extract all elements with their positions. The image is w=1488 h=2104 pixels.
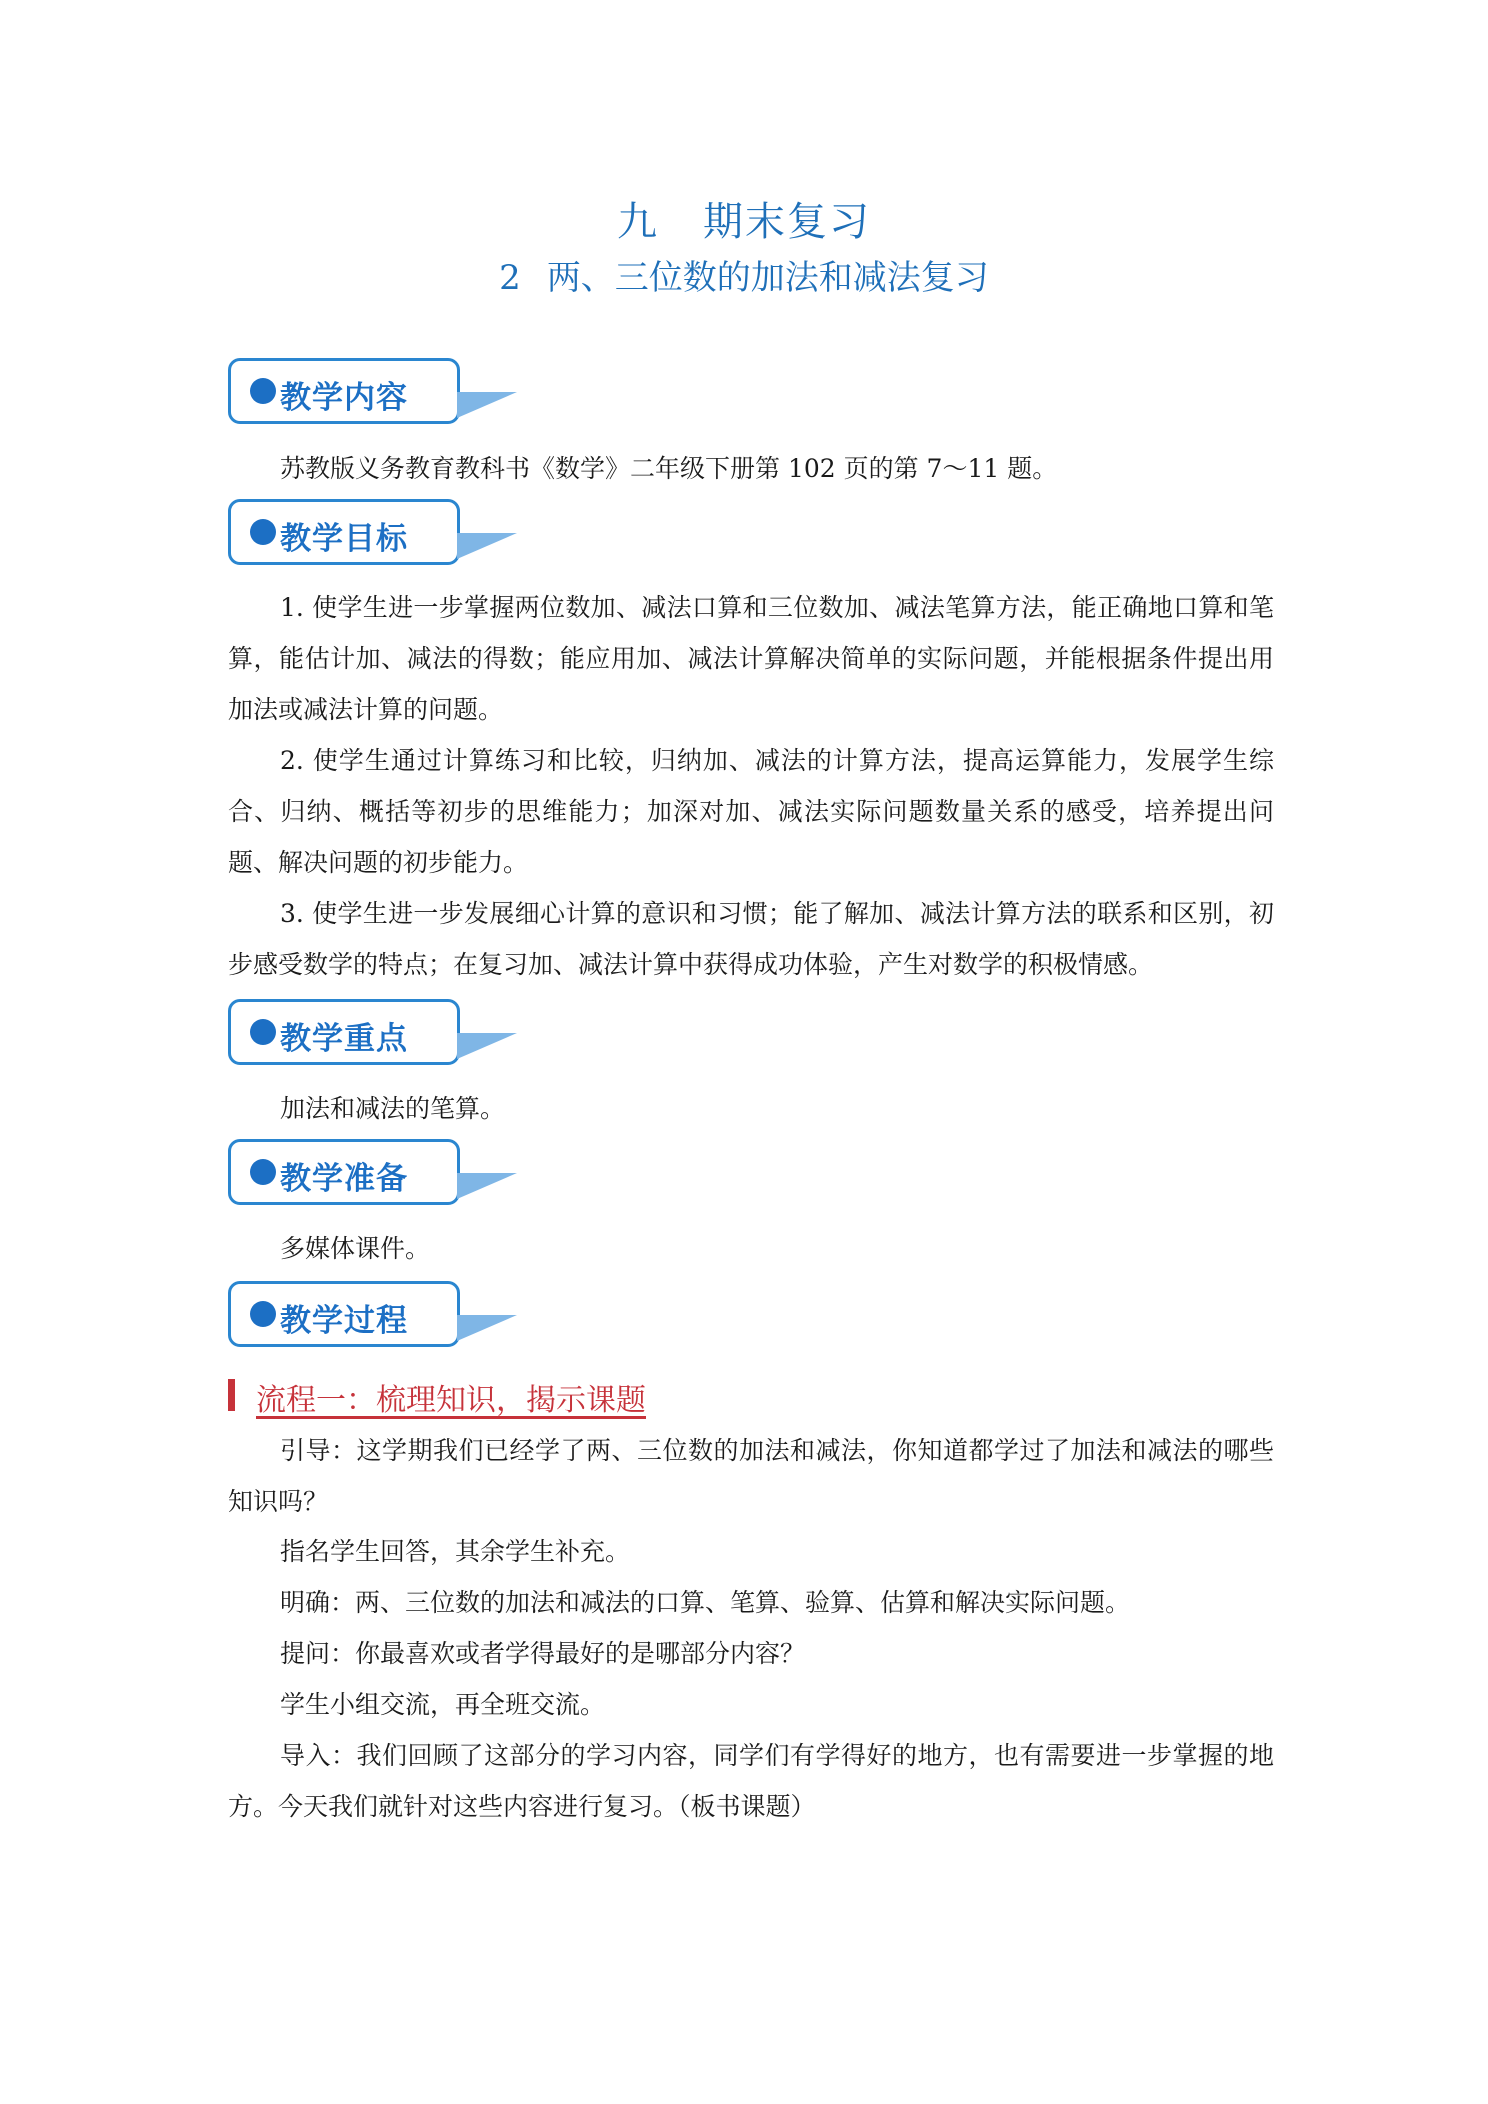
lesson-title: [0, 250, 1488, 299]
bullet-dot-icon: [250, 1159, 276, 1185]
section-tab-tail: [457, 1173, 517, 1199]
prep-text: 多媒体课件。: [280, 1234, 431, 1263]
bullet-dot-icon: [250, 1019, 276, 1045]
content-text: 苏教版义务教育教科书《数学》二年级下册第 102 页的第 7～11 题。: [280, 454, 1058, 483]
bullet-dot-icon: [250, 1301, 276, 1327]
section-heading-label: 教学目标: [280, 521, 408, 557]
section-tab-tail: [457, 1315, 517, 1341]
lesson-number: 2: [499, 258, 521, 298]
process-paragraph-1: 引导：这学期我们已经学了两、三位数的加法和减法，你知道都学过了加法和减法的哪些知识吗？: [228, 1436, 1274, 1516]
process-paragraph-2: 指名学生回答，其余学生补充。: [280, 1537, 631, 1566]
goal-item-3: 3. 使学生进一步发展细心计算的意识和习惯；能了解加、减法计算方法的联系和区别，初步感受数学的特点；在复习加、减法计算中获得成功体验，产生对数学的积极情感。: [228, 899, 1274, 979]
step-marker-bar: [228, 1379, 235, 1411]
section-heading-label: 教学准备: [280, 1161, 408, 1197]
section-heading-goals: [228, 499, 518, 571]
focus-text: 加法和减法的笔算。: [280, 1094, 506, 1123]
process-paragraph-3: 明确：两、三位数的加法和减法的口算、笔算、验算、估算和解决实际问题。: [280, 1588, 1131, 1617]
chapter-number: 九: [617, 199, 659, 245]
step-title: 流程一：梳理知识，揭示课题: [256, 1383, 646, 1418]
section-heading-label: 教学重点: [280, 1021, 408, 1057]
bullet-dot-icon: [250, 519, 276, 545]
process-paragraph-4: 提问：你最喜欢或者学得最好的是哪部分内容？: [280, 1639, 806, 1668]
process-paragraph-6: 导入：我们回顾了这部分的学习内容，同学们有学得好的地方，也有需要进一步掌握的地方。今天我们就针对这些内容进行复习。（板书课题）: [228, 1741, 1274, 1821]
chapter-name: 期末复习: [703, 199, 871, 245]
section-heading-content: [228, 358, 518, 430]
goal-item-2: 2. 使学生通过计算练习和比较，归纳加、减法的计算方法，提高运算能力，发展学生综合、归纳、概括等初步的思维能力；加深对加、减法实际问题数量关系的感受，培养提出问题、解决问题的初步能力。: [228, 746, 1274, 877]
section-tab-tail: [457, 1033, 517, 1059]
section-tab-tail: [457, 392, 517, 418]
section-heading-focus: [228, 999, 518, 1071]
lesson-name: 两、三位数的加法和减法复习: [546, 258, 989, 298]
bullet-dot-icon: [250, 378, 276, 404]
section-heading-label: 教学内容: [280, 380, 408, 416]
goal-item-1: 1. 使学生进一步掌握两位数加、减法口算和三位数加、减法笔算方法，能正确地口算和笔算，能估计加、减法的得数；能应用加、减法计算解决简单的实际问题，并能根据条件提出用加法或减法计算的问题。: [228, 593, 1274, 724]
process-paragraph-5: 学生小组交流，再全班交流。: [280, 1690, 606, 1719]
chapter-title: [0, 190, 1488, 247]
section-heading-prep: [228, 1139, 518, 1211]
section-heading-label: 教学过程: [280, 1303, 408, 1339]
section-tab-tail: [457, 533, 517, 559]
section-heading-process: [228, 1281, 518, 1353]
